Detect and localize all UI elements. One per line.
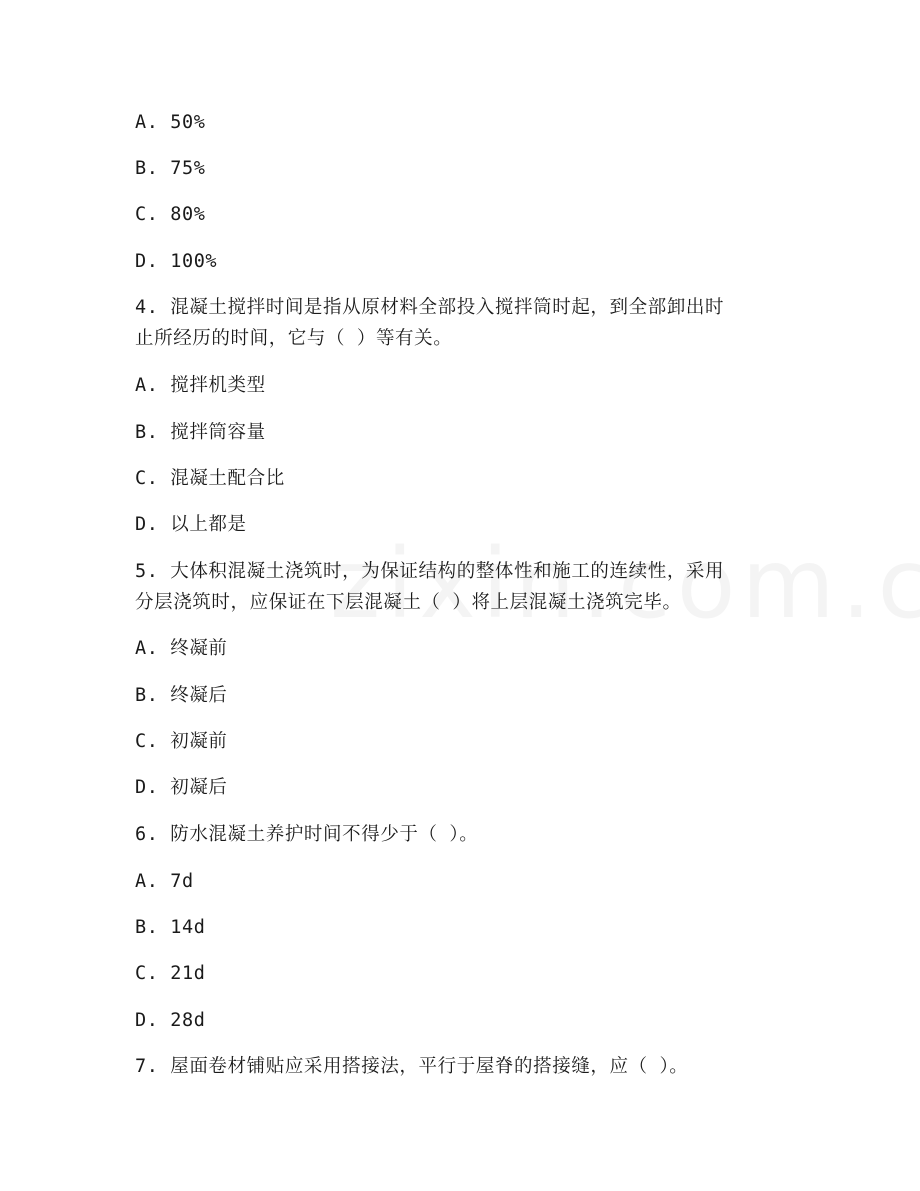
q5-option-b: B. 终凝后	[135, 685, 228, 706]
q4-option-b: B. 搅拌筒容量	[135, 422, 266, 443]
q5-stem-line-1: 5. 大体积混凝土浇筑时，为保证结构的整体性和施工的连续性，采用	[135, 561, 725, 582]
q3-option-d: D. 100%	[135, 251, 218, 272]
q6-option-b: B. 14d	[135, 917, 206, 938]
q5-stem-line-2: 分层浇筑时，应保证在下层混凝土（ ）将上层混凝土浇筑完毕。	[135, 592, 682, 613]
q3-option-a: A. 50%	[135, 112, 206, 133]
q7-stem: 7. 屋面卷材铺贴应采用搭接法，平行于屋脊的搭接缝，应（ ）。	[135, 1056, 689, 1077]
q3-option-b: B. 75%	[135, 158, 206, 179]
q6-option-a: A. 7d	[135, 871, 194, 892]
q4-option-c: C. 混凝土配合比	[135, 468, 285, 489]
q6-stem: 6. 防水混凝土养护时间不得少于（ ）。	[135, 824, 479, 845]
q6-option-d: D. 28d	[135, 1010, 206, 1031]
q3-option-c: C. 80%	[135, 204, 206, 225]
q5-option-a: A. 终凝前	[135, 638, 228, 659]
q5-option-d: D. 初凝后	[135, 777, 228, 798]
q4-stem-line-2: 止所经历的时间，它与（ ）等有关。	[135, 328, 453, 349]
q5-option-c: C. 初凝前	[135, 731, 228, 752]
watermark	[330, 528, 920, 640]
q4-stem-line-1: 4. 混凝土搅拌时间是指从原材料全部投入搅拌筒时起，到全部卸出时	[135, 297, 725, 318]
q4-option-d: D. 以上都是	[135, 514, 247, 535]
q4-option-a: A. 搅拌机类型	[135, 375, 266, 396]
q6-option-c: C. 21d	[135, 963, 206, 984]
